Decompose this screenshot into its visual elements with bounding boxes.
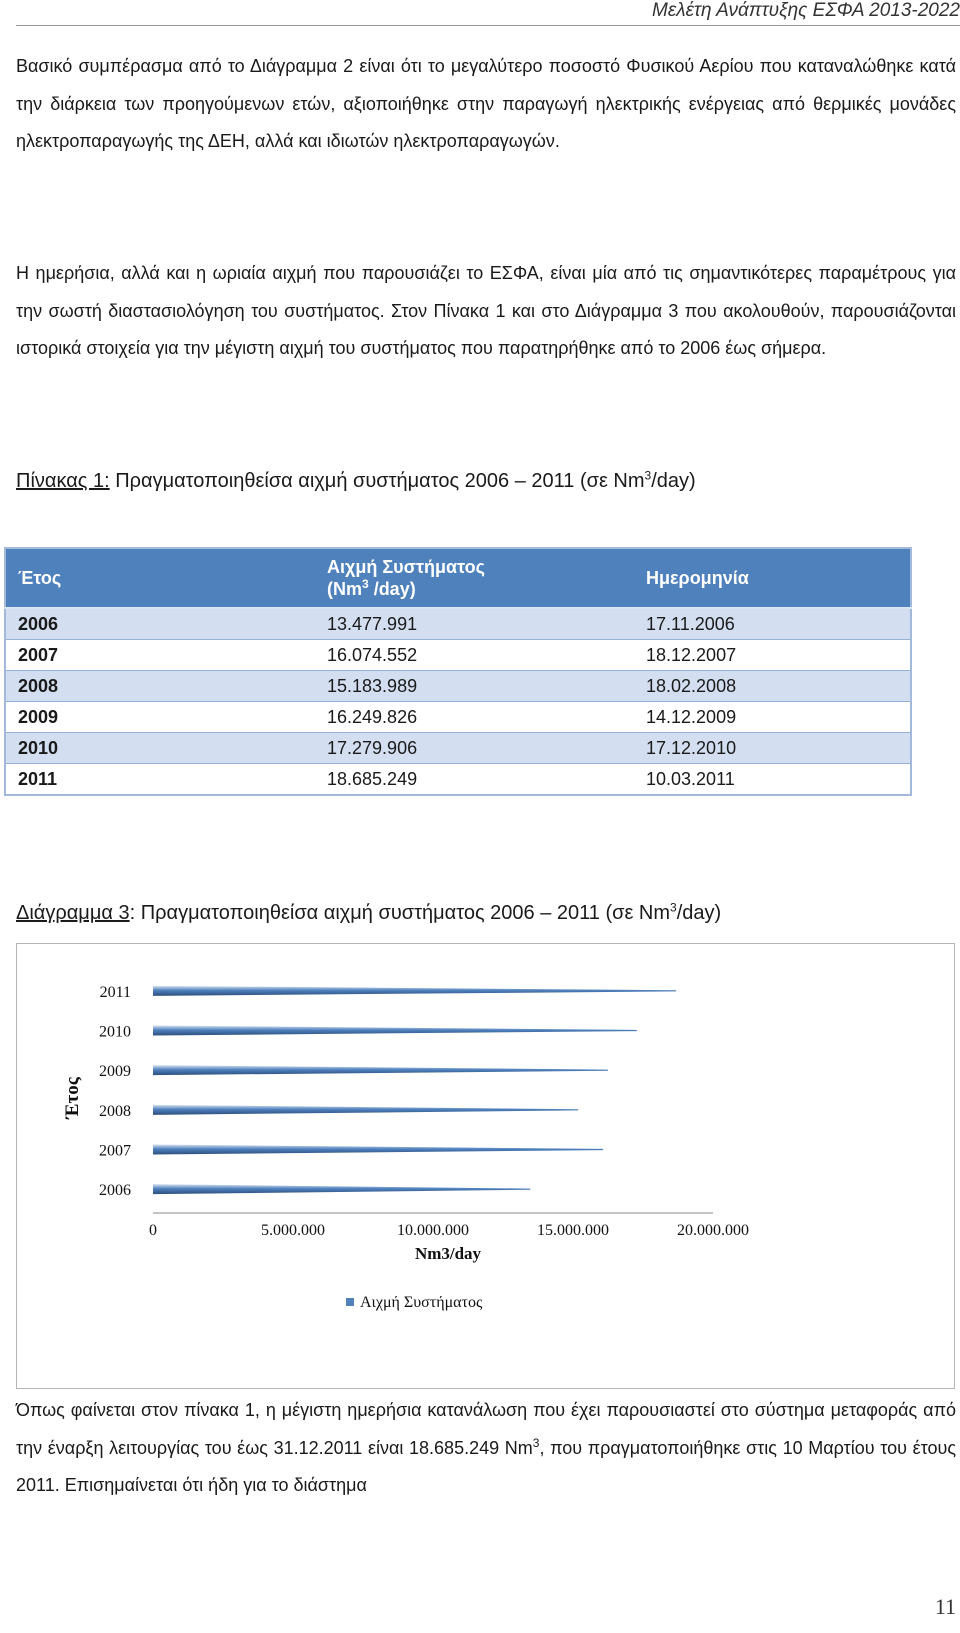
y-tick-label: 2009 [99, 1063, 131, 1081]
x-tick-label: 10.000.000 [397, 1222, 469, 1239]
paragraph-intro: Βασικό συμπέρασμα από το Διάγραμμα 2 είναι ότι το μεγαλύτερο ποσοστό Φυσικού Αερίου που καταναλώθηκε κατά την διάρκεια των προηγούμενων ετών, αξιοποιήθηκε στην παραγωγή ηλεκτρικής ενέργειας από θερμικές μονάδες ηλεκτροπαραγωγής της ΔΕΗ, αλλά και ιδιωτών ηλεκτροπαραγωγών. [16, 56, 956, 151]
figure-caption [16, 902, 721, 925]
y-tick-label: 2006 [99, 1182, 131, 1200]
x-tick-label: 5.000.000 [261, 1222, 325, 1239]
table-row [5, 608, 911, 640]
paragraph-conclusion-a: Όπως φαίνεται στον πίνακα 1, η μέγιστη ημερήσια κατανάλωση που έχει παρουσιαστεί στο σύστημα μεταφοράς από την έναρξη λειτουργίας του έως 31.12.2011 είναι 18.685.249 Nm [16, 1400, 956, 1458]
header-rule [16, 25, 960, 26]
page-header [0, 0, 960, 26]
header-year: Έτος [5, 548, 315, 608]
figure-caption-end: /day) [676, 902, 722, 924]
cell-year: 2006 [5, 608, 315, 640]
header-peak [315, 548, 634, 608]
y-tick-label: 2011 [99, 983, 131, 1001]
table-row [5, 702, 911, 733]
cell-date: 17.12.2010 [634, 733, 911, 764]
table-caption [16, 470, 696, 493]
y-tick-label: 2010 [99, 1023, 131, 1041]
paragraph-conclusion [16, 1392, 956, 1505]
header-peak-line2a: (Nm [327, 579, 362, 599]
peak-chart [16, 943, 955, 1389]
figure-caption-label: Διάγραμμα 3 [16, 902, 130, 924]
cell-date: 18.12.2007 [634, 640, 911, 671]
cell-year: 2008 [5, 671, 315, 702]
legend-swatch [346, 1298, 354, 1306]
x-axis-label: Nm3/day [414, 1244, 482, 1263]
chart-frame [17, 944, 955, 1389]
header-title: Μελέτη Ανάπτυξης ΕΣΦΑ 2013-2022 [652, 0, 960, 21]
table-row [5, 733, 911, 764]
cell-date: 14.12.2009 [634, 702, 911, 733]
cell-peak: 15.183.989 [315, 671, 634, 702]
cell-date: 18.02.2008 [634, 671, 911, 702]
cell-date: 10.03.2011 [634, 764, 911, 796]
table-caption-end: /day) [651, 470, 696, 492]
x-tick-label: 0 [149, 1222, 157, 1239]
y-axis-label: Έτος [62, 1077, 83, 1119]
figure-caption-text: : Πραγματοποιηθείσα αιχμή συστήματος 2006 – 2011 (σε Nm [129, 902, 671, 924]
header-peak-line1: Αιχμή Συστήματος [327, 557, 485, 577]
paragraph-peak: Η ημερήσια, αλλά και η ωριαία αιχμή που παρουσιάζει το ΕΣΦΑ, είναι μία από τις σημαντικότερες παραμέτρους για την σωστή διαστασιολόγηση του συστήματος. Στον Πίνακα 1 και στο Διάγραμμα 3 που ακολουθούν, παρουσιάζονται ιστορικά στοιχεία για την μέγιστη αιχμή του συστήματος που παρατηρήθηκε από το 2006 έως σήμερα. [16, 263, 956, 358]
table-caption-sup: 3 [644, 468, 652, 483]
paragraph-conclusion-b: , που πραγματοποιήθηκε στις 10 Μαρτίου του έτους 2011. Επισημαίνεται ότι ήδη για το διάστημα [16, 1437, 956, 1495]
cell-peak: 13.477.991 [315, 608, 634, 640]
figure-caption-sup: 3 [670, 900, 677, 915]
cell-year: 2011 [5, 764, 315, 796]
cell-peak: 18.685.249 [315, 764, 634, 796]
table-row [5, 671, 911, 702]
cell-peak: 16.249.826 [315, 702, 634, 733]
header-peak-sup: 3 [362, 577, 369, 591]
cell-peak: 17.279.906 [315, 733, 634, 764]
table-header-row [5, 548, 911, 608]
paragraph-conclusion-sup: 3 [532, 1435, 540, 1450]
table-row [5, 640, 911, 671]
y-tick-label: 2007 [99, 1142, 131, 1160]
header-date: Ημερομηνία [634, 548, 911, 608]
x-tick-label: 15.000.000 [537, 1222, 609, 1239]
y-tick-label: 2008 [99, 1102, 131, 1120]
table-row [5, 764, 911, 796]
page-number: 11 [934, 1594, 956, 1619]
legend-label: Αιχμή Συστήματος [360, 1294, 483, 1311]
cell-year: 2009 [5, 702, 315, 733]
table-caption-label: Πίνακας 1: [16, 470, 110, 492]
table-caption-text: Πραγματοποιηθείσα αιχμή συστήματος 2006 – 2011 (σε Nm [109, 470, 645, 492]
cell-year: 2007 [5, 640, 315, 671]
cell-peak: 16.074.552 [315, 640, 634, 671]
header-peak-line2b: /day) [368, 579, 416, 599]
peak-table [4, 547, 912, 796]
cell-year: 2010 [5, 733, 315, 764]
x-tick-label: 20.000.000 [677, 1222, 749, 1239]
cell-date: 17.11.2006 [634, 608, 911, 640]
